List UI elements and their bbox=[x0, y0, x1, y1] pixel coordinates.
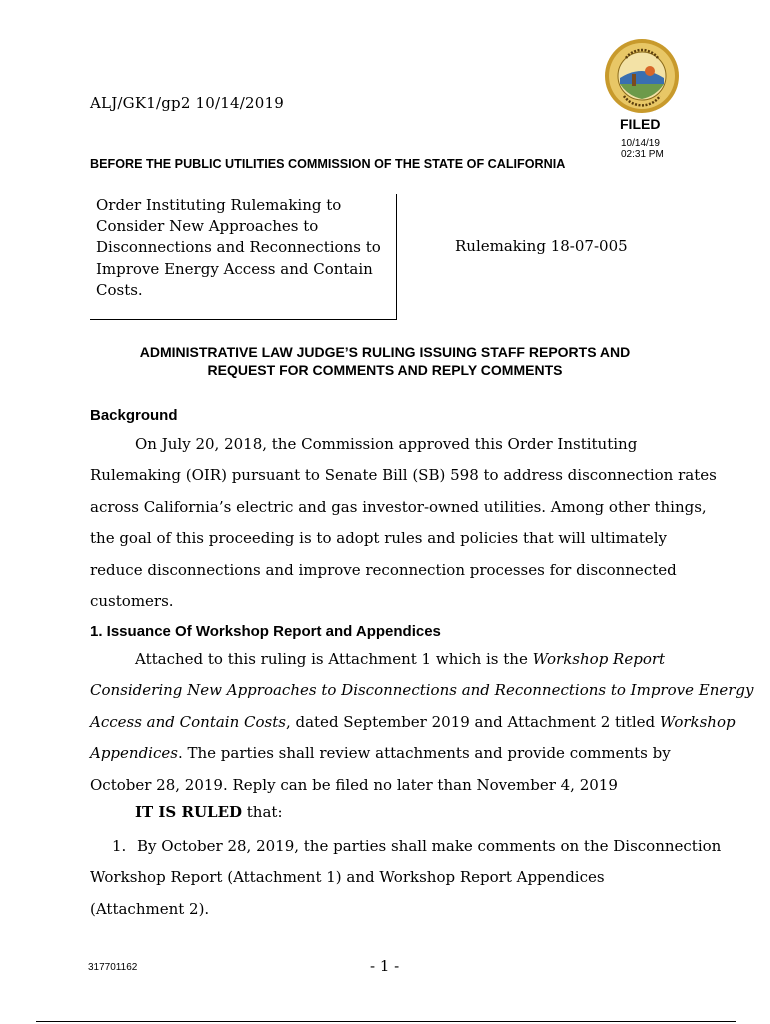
report-title-italic: Workshop Report bbox=[532, 650, 666, 668]
paragraph-line: across California’s electric and gas investor-owned utilities. Among other things, bbox=[90, 497, 707, 516]
paragraph-line: customers. bbox=[90, 592, 174, 611]
caption-line: Consider New Approaches to bbox=[96, 217, 319, 236]
filed-stamp-time: 02:31 PM bbox=[621, 149, 664, 160]
paragraph-line bbox=[90, 707, 736, 738]
text-run: By October 28, 2019, the parties shall make comments on the Disconnection bbox=[137, 837, 722, 855]
background-heading: Background bbox=[90, 407, 178, 424]
ruling-title-line: ADMINISTRATIVE LAW JUDGE’S RULING ISSUING STAFF REPORTS AND bbox=[139, 344, 631, 360]
appendix-title-italic: Appendices bbox=[90, 744, 178, 763]
text-run: . The parties shall review attachments and provide comments by bbox=[177, 744, 671, 763]
footer-document-number: 317701162 bbox=[88, 962, 138, 973]
caption-line: Improve Energy Access and Contain bbox=[96, 259, 373, 278]
commission-seal-icon bbox=[604, 38, 680, 114]
caption-horizontal-rule bbox=[90, 319, 397, 320]
caption-line: Costs. bbox=[96, 280, 143, 299]
item-number: 1. bbox=[112, 837, 127, 855]
paragraph-line: the goal of this proceeding is to adopt rules and policies that will ultimately bbox=[90, 529, 667, 548]
page-number: - 1 - bbox=[370, 957, 400, 975]
text-run: , dated September 2019 and Attachment 2 titled bbox=[285, 712, 660, 731]
rulemaking-number: Rulemaking 18-07-005 bbox=[455, 237, 628, 255]
ruling-title-line: REQUEST FOR COMMENTS AND REPLY COMMENTS bbox=[207, 362, 563, 378]
ruling-title bbox=[90, 343, 680, 379]
report-title-italic: Considering New Approaches to Disconnections and Reconnections to Improve Energy bbox=[90, 681, 754, 700]
appendix-title-italic: Workshop bbox=[659, 712, 736, 731]
paragraph-line bbox=[90, 831, 722, 862]
paragraph-line bbox=[90, 644, 690, 675]
caption-line: Disconnections and Reconnections to bbox=[96, 238, 381, 257]
caption-line: Order Instituting Rulemaking to bbox=[96, 196, 342, 214]
section-1-heading: 1. Issuance Of Workshop Report and Appendices bbox=[90, 623, 441, 640]
docket-code: ALJ/GK1/gp2 10/14/2019 bbox=[90, 94, 285, 112]
paragraph-line: Rulemaking (OIR) pursuant to Senate Bill (SB) 598 to address disconnection rates bbox=[90, 466, 717, 485]
text-run: that: bbox=[242, 803, 283, 821]
paragraph-line: reduce disconnections and improve reconnection processes for disconnected bbox=[90, 560, 677, 579]
report-title-italic: Access and Contain Costs bbox=[90, 712, 286, 731]
ruled-clause bbox=[135, 803, 283, 821]
background-paragraph bbox=[90, 429, 717, 617]
caption-proceeding-title bbox=[96, 195, 386, 301]
paragraph-line bbox=[90, 738, 690, 769]
paragraph-line: On July 20, 2018, the Commission approved this Order Instituting bbox=[135, 435, 638, 453]
caption-vertical-rule bbox=[396, 194, 397, 320]
ruled-bold: IT IS RULED bbox=[135, 803, 243, 821]
filed-stamp-label: FILED bbox=[620, 116, 661, 132]
text-run: Attached to this ruling is Attachment 1 which is the bbox=[135, 650, 533, 668]
paragraph-line: (Attachment 2). bbox=[90, 899, 210, 918]
filed-stamp-date: 10/14/19 bbox=[621, 138, 660, 149]
paragraph-line: October 28, 2019. Reply can be filed no later than November 4, 2019 bbox=[90, 775, 618, 794]
ordering-item-1 bbox=[90, 831, 722, 925]
section-1-paragraph bbox=[90, 644, 754, 801]
bottom-rule bbox=[36, 1021, 736, 1022]
paragraph-line bbox=[90, 675, 754, 706]
commission-heading: BEFORE THE PUBLIC UTILITIES COMMISSION OF THE STATE OF CALIFORNIA bbox=[90, 157, 566, 171]
paragraph-line: Workshop Report (Attachment 1) and Workshop Report Appendices bbox=[90, 868, 605, 887]
